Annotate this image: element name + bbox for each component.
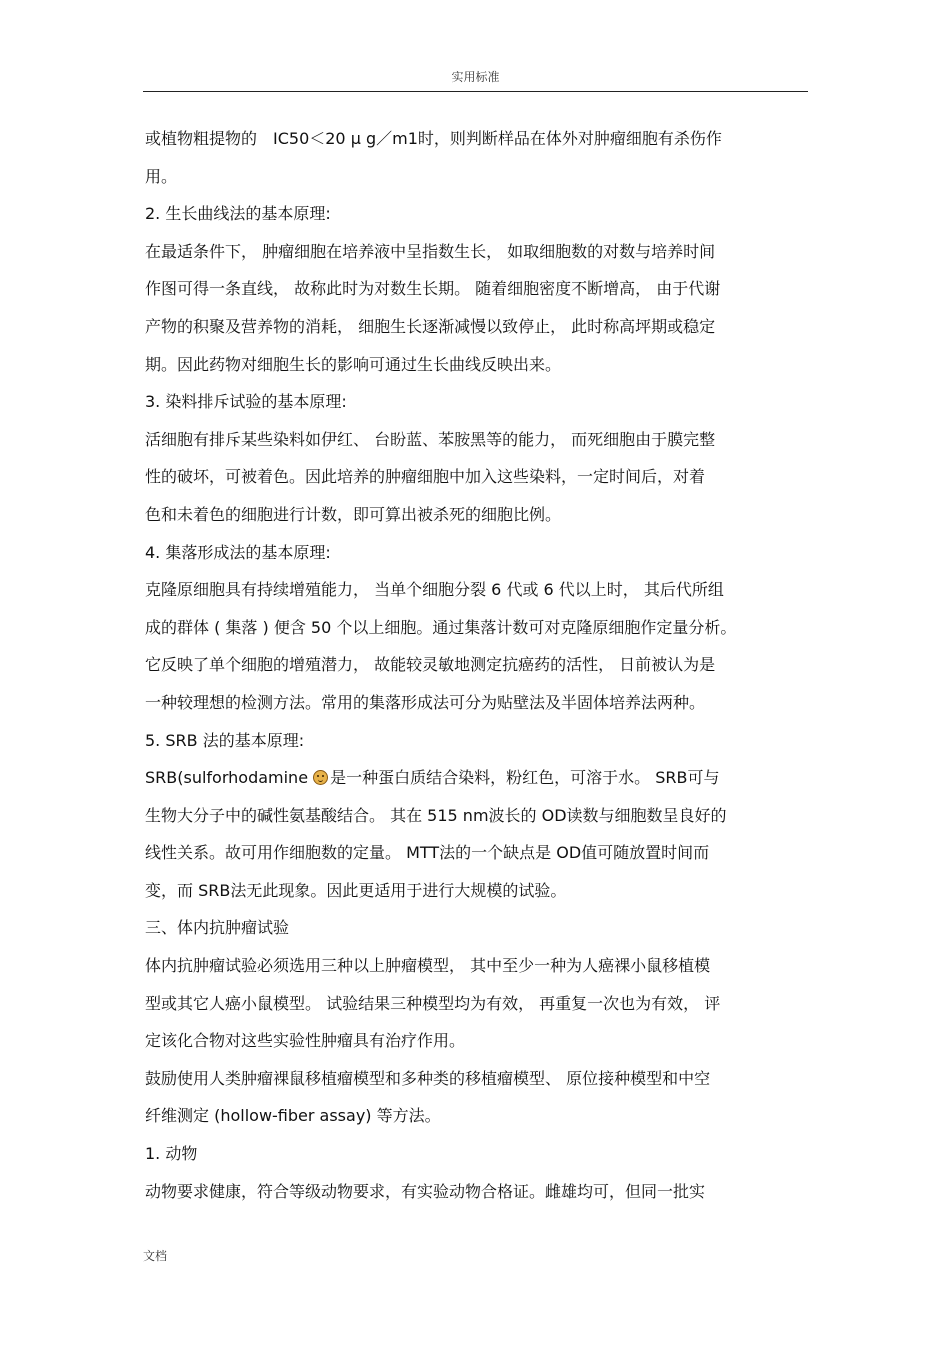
text-line: 体内抗肿瘤试验必须选用三种以上肿瘤模型， 其中至少一种为人癌裸小鼠移植模 bbox=[145, 956, 711, 976]
document-body bbox=[145, 120, 810, 1210]
header-divider bbox=[143, 91, 808, 92]
section-heading: 4. 集落形成法的基本原理: bbox=[145, 542, 331, 562]
text-line: 在最适条件下， 肿瘤细胞在培养液中呈指数生长， 如取细胞数的对数与培养时间 bbox=[145, 241, 716, 261]
text-line: 鼓励使用人类肿瘤裸鼠移植瘤模型和多种类的移植瘤模型、 原位接种模型和中空 bbox=[145, 1068, 711, 1088]
srb-text-end: 是一种蛋白质结合染料，粉红色，可溶于水。 SRB可与 bbox=[330, 768, 720, 788]
section-heading: 2. 生长曲线法的基本原理: bbox=[145, 204, 331, 224]
text-line: 定该化合物对这些实验性肿瘤具有治疗作用。 bbox=[145, 1031, 466, 1051]
text-line: 性的破坏，可被着色。因此培养的肿瘤细胞中加入这些染料，一定时间后，对着 bbox=[145, 467, 706, 487]
srb-line bbox=[145, 759, 810, 797]
page-footer: 文档 bbox=[143, 1249, 168, 1263]
text-line: 变，而 SRB法无此现象。因此更适用于进行大规模的试验。 bbox=[145, 880, 567, 900]
section-heading: 3. 染料排斥试验的基本原理: bbox=[145, 392, 347, 412]
text-line: 用。 bbox=[145, 166, 178, 186]
text-line: 它反映了单个细胞的增殖潜力， 故能较灵敏地测定抗癌药的活性， 日前被认为是 bbox=[145, 655, 716, 675]
text-line: 作图可得一条直线， 故称此时为对数生长期。 随着细胞密度不断增高， 由于代谢 bbox=[145, 279, 721, 299]
section-heading: 5. SRB 法的基本原理: bbox=[145, 730, 305, 750]
page-header: 实用标准 bbox=[451, 70, 500, 84]
section-heading: 1. 动物 bbox=[145, 1144, 198, 1164]
text-line: 成的群体 ( 集落 ) 便含 50 个以上细胞。通过集落计数可对克隆原细胞作定量分析。 bbox=[145, 617, 737, 637]
text-line: 色和未着色的细胞进行计数，即可算出被杀死的细胞比例。 bbox=[145, 504, 562, 524]
face-icon bbox=[313, 770, 328, 785]
text-line: 克隆原细胞具有持续增殖能力， 当单个细胞分裂 6 代或 6 代以上时， 其后代所组 bbox=[145, 580, 724, 600]
text-line: 生物大分子中的碱性氨基酸结合。 其在 515 nm波长的 OD读数与细胞数呈良好的 bbox=[145, 805, 727, 825]
text-line: 一种较理想的检测方法。常用的集落形成法可分为贴壁法及半固体培养法两种。 bbox=[145, 692, 706, 712]
text-line: 纤维测定 (hollow-fiber assay) 等方法。 bbox=[145, 1106, 441, 1126]
text-line: 或植物粗提物的 IC50＜20 μ g／m1时，则判断样品在体外对肿瘤细胞有杀伤作 bbox=[145, 129, 722, 148]
section-heading: 三、体内抗肿瘤试验 bbox=[145, 918, 290, 938]
text-line: 型或其它人癌小鼠模型。 试验结果三种模型均为有效， 再重复一次也为有效， 评 bbox=[145, 993, 721, 1013]
text-line: 活细胞有排斥某些染料如伊红、 台盼蓝、苯胺黑等的能力， 而死细胞由于膜完整 bbox=[145, 429, 716, 449]
srb-text-start: SRB(sulforhodamine bbox=[145, 768, 314, 788]
text-line: 产物的积聚及营养物的消耗， 细胞生长逐渐减慢以致停止， 此时称高坪期或稳定 bbox=[145, 316, 716, 336]
text-line: 动物要求健康，符合等级动物要求，有实验动物合格证。雌雄均可，但同一批实 bbox=[145, 1181, 706, 1201]
text-line: 期。因此药物对细胞生长的影响可通过生长曲线反映出来。 bbox=[145, 354, 562, 374]
text-line: 线性关系。故可用作细胞数的定量。 MTT法的一个缺点是 OD值可随放置时间而 bbox=[145, 843, 710, 863]
